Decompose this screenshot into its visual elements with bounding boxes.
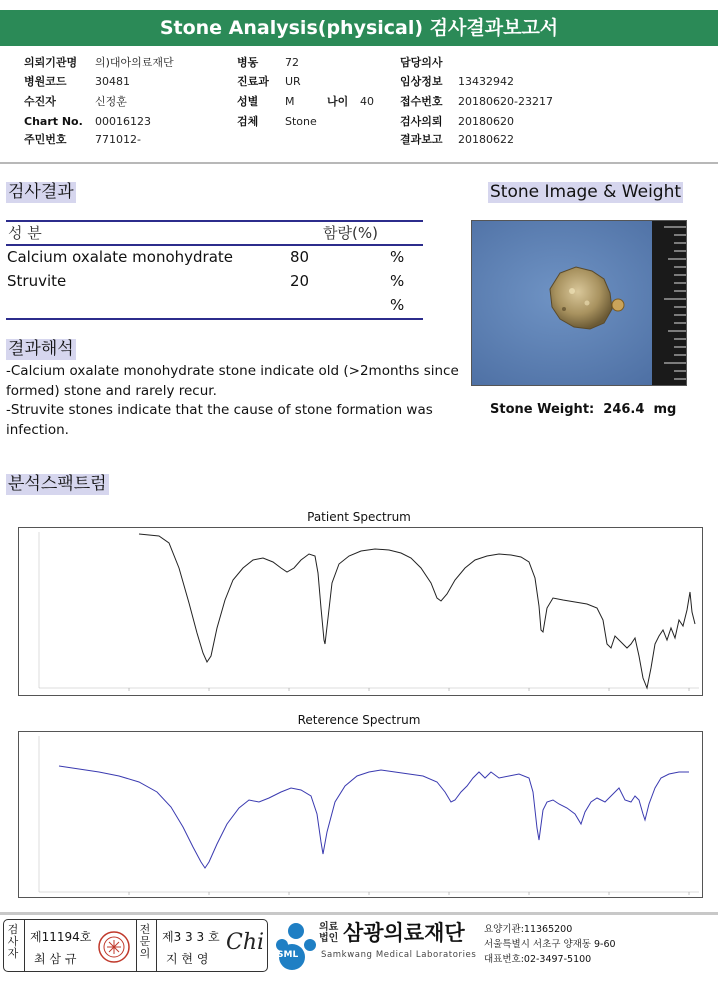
result-unit: % (390, 272, 405, 290)
logo-text: SML (277, 950, 299, 960)
interpretation-heading: 결과해석 (8, 339, 74, 359)
chart-value: 00016123 (95, 115, 151, 128)
clinical-label: 임상정보 (400, 75, 443, 88)
specialist-license: 제3 3 3 호 (162, 930, 220, 944)
examiner-license: 제11194호 (30, 930, 92, 944)
specialist-name: 지 현 영 (166, 952, 209, 966)
signature: Chi (226, 930, 265, 955)
ward-value: 72 (285, 56, 299, 69)
table-bottom-line (6, 318, 423, 320)
resident-label: 주민번호 (24, 133, 67, 146)
org-contact (484, 922, 616, 967)
sex-label: 성별 (237, 95, 259, 108)
chart-label: Chart No. (24, 115, 83, 128)
receipt-label: 접수번호 (400, 95, 443, 108)
stone-weight: Stone Weight: 246.4 mg (490, 402, 677, 417)
patient-spectrum-plot (18, 527, 703, 696)
reference-spectrum-plot (18, 731, 703, 898)
result-value: 20180622 (458, 133, 514, 146)
stone-image (471, 220, 687, 386)
interpretation-text (6, 362, 461, 440)
seal-icon (97, 930, 131, 964)
institution-value: 의)대아의료재단 (95, 56, 174, 69)
specimen-label: 검체 (237, 115, 259, 128)
collector-label: 수진자 (24, 95, 56, 108)
dept-value: UR (285, 75, 301, 88)
collector-value: 신정훈 (95, 95, 127, 108)
reference-spectrum-title: Reterence Spectrum (297, 713, 421, 727)
signature-box (3, 919, 268, 972)
result-value: 20 (290, 272, 310, 290)
resident-value: 771012- (95, 133, 141, 146)
report-title: Stone Analysis(physical) 검사결과보고서 (0, 10, 718, 46)
org-english-name: Samkwang Medical Laboratories (321, 950, 477, 960)
col-content: 함량(%) (323, 224, 378, 242)
result-value: 80 (290, 248, 310, 266)
specimen-value: Stone (285, 115, 317, 128)
receipt-value: 20180620-23217 (458, 95, 553, 108)
stone-heading: Stone Image & Weight (490, 182, 682, 202)
result-name: Calcium oxalate monohydrate (7, 248, 234, 266)
interpretation-line: -Struvite stones indicate that the cause of stone formation was infection. (6, 402, 433, 438)
result-unit: % (390, 296, 405, 314)
org-phone: 대표번호:02-3497-5100 (484, 954, 592, 965)
results-heading: 검사결과 (8, 182, 74, 202)
org-type: 의료법인 (319, 922, 339, 944)
specialist-label: 전문의 (139, 923, 151, 960)
table-header-line (6, 244, 423, 246)
result-unit: % (390, 248, 405, 266)
request-label: 검사의뢰 (400, 115, 443, 128)
patient-spectrum-title: Patient Spectrum (307, 510, 411, 524)
info-divider (0, 162, 718, 164)
care-institution-number: 요양기관:11365200 (484, 924, 573, 935)
sex-value: M (285, 95, 295, 108)
sig-divider (136, 920, 137, 971)
col-component: 성 분 (8, 224, 42, 242)
dept-label: 진료과 (237, 75, 269, 88)
spectrum-heading: 분석스팩트럼 (8, 474, 107, 494)
clinical-value: 13432942 (458, 75, 514, 88)
sml-logo-icon (272, 921, 318, 971)
hospital-code-value: 30481 (95, 75, 130, 88)
sig-divider (24, 920, 25, 971)
interpretation-line: -Calcium oxalate monohydrate stone indicate old (>2months since formed) stone and rarely recur. (6, 363, 459, 399)
org-address: 서울특별시 서초구 양재동 9-60 (484, 939, 616, 950)
footer-divider (0, 912, 718, 915)
examiner-label: 검사자 (7, 923, 19, 960)
sig-divider (156, 920, 157, 971)
age-value: 40 (360, 95, 374, 108)
examiner-name: 최 삼 규 (34, 952, 77, 966)
ward-label: 병동 (237, 56, 259, 69)
age-label: 나이 (327, 95, 349, 108)
result-name: Struvite (7, 272, 67, 290)
request-value: 20180620 (458, 115, 514, 128)
institution-label: 의뢰기관명 (24, 56, 78, 69)
result-label: 결과보고 (400, 133, 443, 146)
hospital-code-label: 병원코드 (24, 75, 67, 88)
doctor-label: 담당의사 (400, 56, 443, 69)
org-name: 삼광의료재단 (343, 921, 465, 945)
